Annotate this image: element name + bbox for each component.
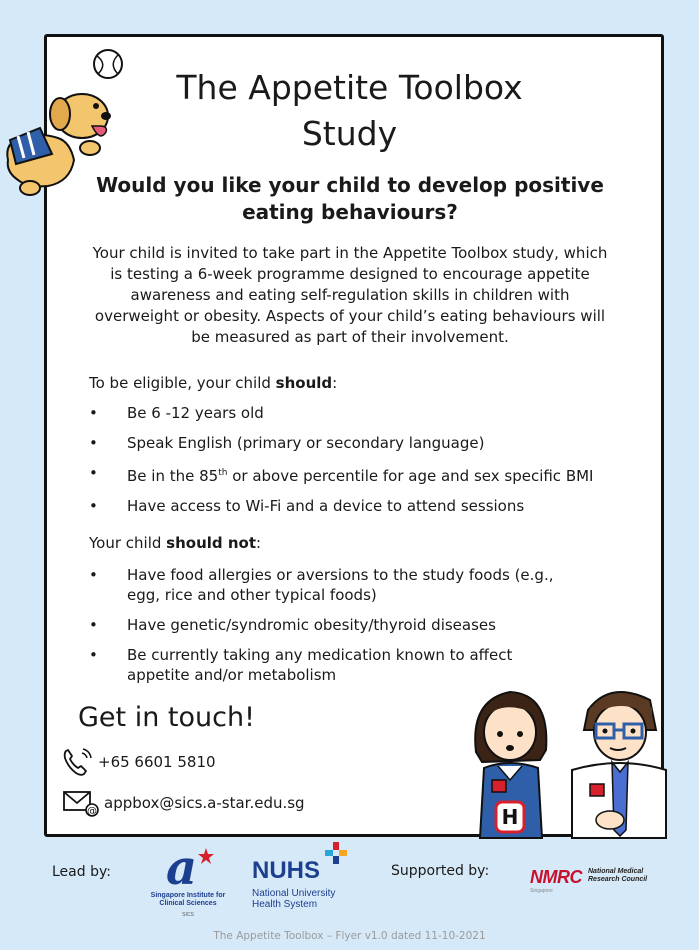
phone-number[interactable]: +65 6601 5810 — [98, 753, 216, 771]
eligibility-item-language: Speak English (primary or secondary language) — [127, 434, 485, 452]
exclusion-item-medication: Be currently taking any medication known to affect appetite and/or metabolism — [127, 646, 513, 684]
bmi-text-end: or above percentile for age and sex specific BMI — [227, 467, 594, 485]
nuhs-cross-icon — [324, 842, 348, 866]
list-item — [89, 433, 609, 453]
nmrc-line-1: National Medical — [588, 868, 644, 875]
nuhs-line-2: Health System — [252, 899, 318, 910]
lead-by-label: Lead by: — [52, 864, 111, 880]
page-title-line-2 — [0, 113, 699, 155]
eligibility-item-bmi — [127, 467, 593, 485]
boy-figure — [572, 692, 666, 838]
list-item — [89, 645, 579, 685]
svg-text:a: a — [166, 842, 198, 890]
contact-email[interactable] — [62, 788, 305, 818]
bullet-icon: • — [89, 616, 98, 634]
bullet-icon: • — [89, 434, 98, 452]
title-line-1: The Appetite Toolbox — [176, 68, 523, 107]
bullet-icon: • — [89, 464, 98, 482]
children-illustration — [460, 680, 670, 840]
eligibility-emphasis: should — [275, 374, 333, 392]
intro-paragraph: Your child is invited to take part in the Appetite Toolbox study, which is testing a 6-week programme designed to encourage appetite awareness and eating self-regulation skills in children with overweight or obesity. Aspects of your child’s eating behaviours will be measured as part of their involvement. — [92, 244, 608, 346]
sics-name-line-1: Singapore Institute for — [150, 892, 226, 899]
subtitle-line-2: eating behaviours? — [242, 200, 458, 224]
nmrc-sub: Singapore — [530, 888, 553, 894]
list-item — [89, 565, 579, 605]
page-title — [0, 67, 699, 109]
bullet-icon: • — [89, 566, 98, 584]
email-address[interactable]: appbox@sics.a-star.edu.sg — [104, 794, 305, 812]
sics-name-line-2: Clinical Sciences — [159, 900, 217, 907]
nuhs-name: NUHS — [252, 857, 321, 884]
bullet-icon: • — [89, 646, 98, 664]
nmrc-logo — [530, 866, 660, 896]
nuhs-line-1: National University — [252, 888, 336, 899]
subtitle-question — [70, 172, 630, 226]
exclusion-list — [89, 565, 579, 685]
eligibility-suffix: : — [332, 374, 338, 392]
exclusion-prefix: Your child — [89, 534, 167, 552]
sics-abbr: SICS — [182, 912, 194, 918]
contact-heading: Get in touch! — [78, 702, 255, 733]
contact-phone[interactable] — [62, 747, 216, 777]
subtitle-line-1: Would you like your child to develop positive — [96, 173, 604, 197]
supported-by-label: Supported by: — [391, 863, 490, 879]
nmrc-name: NMRC — [530, 867, 582, 887]
bmi-text-start: Be in the 85 — [127, 467, 219, 485]
bullet-icon: • — [89, 497, 98, 515]
list-item — [89, 403, 609, 423]
title-line-2: Study — [301, 114, 398, 153]
email-icon — [62, 788, 100, 818]
exclusion-suffix: : — [256, 534, 262, 552]
astar-logo-icon — [140, 842, 236, 890]
eligibility-item-age: Be 6 -12 years old — [127, 404, 264, 422]
phone-icon — [62, 747, 94, 777]
list-item — [89, 496, 609, 516]
footnote: The Appetite Toolbox – Flyer v1.0 dated 11-10-2021 — [213, 930, 486, 942]
list-item — [89, 463, 609, 486]
bmi-superscript: th — [218, 468, 228, 478]
nmrc-line-2: Research Council — [588, 876, 648, 883]
nuhs-logo — [252, 842, 362, 912]
svg-text:@: @ — [87, 806, 97, 817]
eligibility-item-device: Have access to Wi-Fi and a device to attend sessions — [127, 497, 525, 515]
exclusion-emphasis: should not — [166, 534, 257, 552]
sics-logo — [140, 842, 236, 928]
exclusion-item-genetic: Have genetic/syndromic obesity/thyroid diseases — [127, 616, 496, 634]
eligibility-list — [89, 403, 609, 516]
exclusion-item-allergies: Have food allergies or aversions to the study foods (e.g., egg, rice and other typical foods) — [127, 566, 554, 604]
exclusion-heading — [89, 533, 261, 553]
girl-figure — [475, 692, 546, 838]
bullet-icon: • — [89, 404, 98, 422]
eligibility-heading — [89, 373, 337, 393]
svg-text:H: H — [501, 805, 519, 829]
eligibility-prefix: To be eligible, your child — [89, 374, 276, 392]
list-item — [89, 615, 579, 635]
